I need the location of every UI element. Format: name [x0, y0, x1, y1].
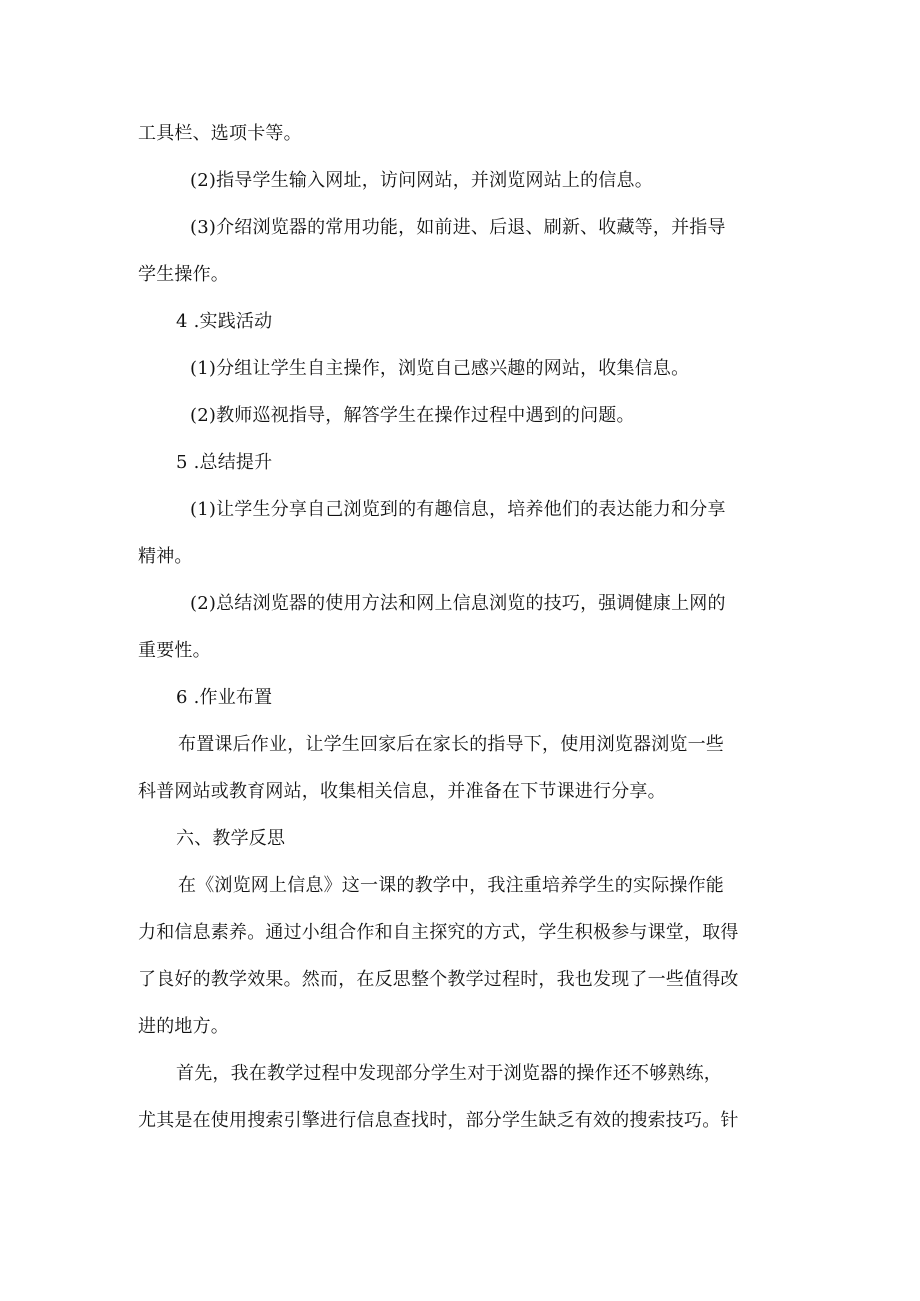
text-line: (2)指导学生输入网址，访问网站，并浏览网站上的信息。: [190, 170, 653, 191]
text-line: 科普网站或教育网站，收集相关信息，并准备在下节课进行分享。: [138, 781, 666, 802]
text-line: 六、教学反思: [176, 828, 286, 849]
section-heading-reflection: [138, 815, 788, 862]
text-line: 在《浏览网上信息》这一课的教学中，我注重培养学生的实际操作能: [178, 875, 724, 896]
paragraph-practice-1: [138, 345, 788, 392]
text-line: 进的地方。: [138, 1016, 229, 1037]
text-line: (2)总结浏览器的使用方法和网上信息浏览的技巧，强调健康上网的: [190, 593, 726, 614]
paragraph-reflection-2: [138, 1050, 788, 1144]
text-line: 重要性。: [138, 640, 211, 661]
text-line: 学生操作。: [138, 264, 229, 285]
paragraph-step-3-functions: [138, 204, 788, 298]
text-line: 力和信息素养。通过小组合作和自主探究的方式，学生积极参与课堂，取得: [138, 922, 739, 943]
text-line: 了良好的教学效果。然而，在反思整个教学过程时，我也发现了一些值得改: [138, 969, 739, 990]
text-line: 尤其是在使用搜索引擎进行信息查找时，部分学生缺乏有效的搜索技巧。针: [138, 1110, 739, 1131]
section-heading-summary: [138, 439, 788, 486]
section-heading-practice: [138, 298, 788, 345]
paragraph-practice-2: [138, 392, 788, 439]
paragraph-summary-2: [138, 580, 788, 674]
paragraph-step-2-url: [138, 157, 788, 204]
paragraph-reflection-1: [138, 862, 788, 1050]
text-line: (1)让学生分享自己浏览到的有趣信息，培养他们的表达能力和分享: [190, 499, 726, 520]
section-heading-homework: [138, 674, 788, 721]
text-line: 精神。: [138, 546, 193, 567]
text-line: 5 .总结提升: [176, 452, 273, 473]
paragraph-summary-1: [138, 486, 788, 580]
paragraph-homework: [138, 721, 788, 815]
paragraph-toolbar-tabs: [138, 110, 788, 157]
text-line: (1)分组让学生自主操作，浏览自己感兴趣的网站，收集信息。: [190, 358, 690, 379]
text-line: (3)介绍浏览器的常用功能，如前进、后退、刷新、收藏等，并指导: [190, 217, 726, 238]
document-body: [138, 110, 788, 1144]
text-line: 6 .作业布置: [176, 687, 273, 708]
text-line: 首先，我在教学过程中发现部分学生对于浏览器的操作还不够熟练，: [176, 1063, 722, 1084]
text-line: 4 .实践活动: [176, 311, 273, 332]
text-line: 工具栏、选项卡等。: [138, 123, 302, 144]
text-line: (2)教师巡视指导，解答学生在操作过程中遇到的问题。: [190, 405, 635, 426]
text-line: 布置课后作业，让学生回家后在家长的指导下，使用浏览器浏览一些: [178, 734, 724, 755]
